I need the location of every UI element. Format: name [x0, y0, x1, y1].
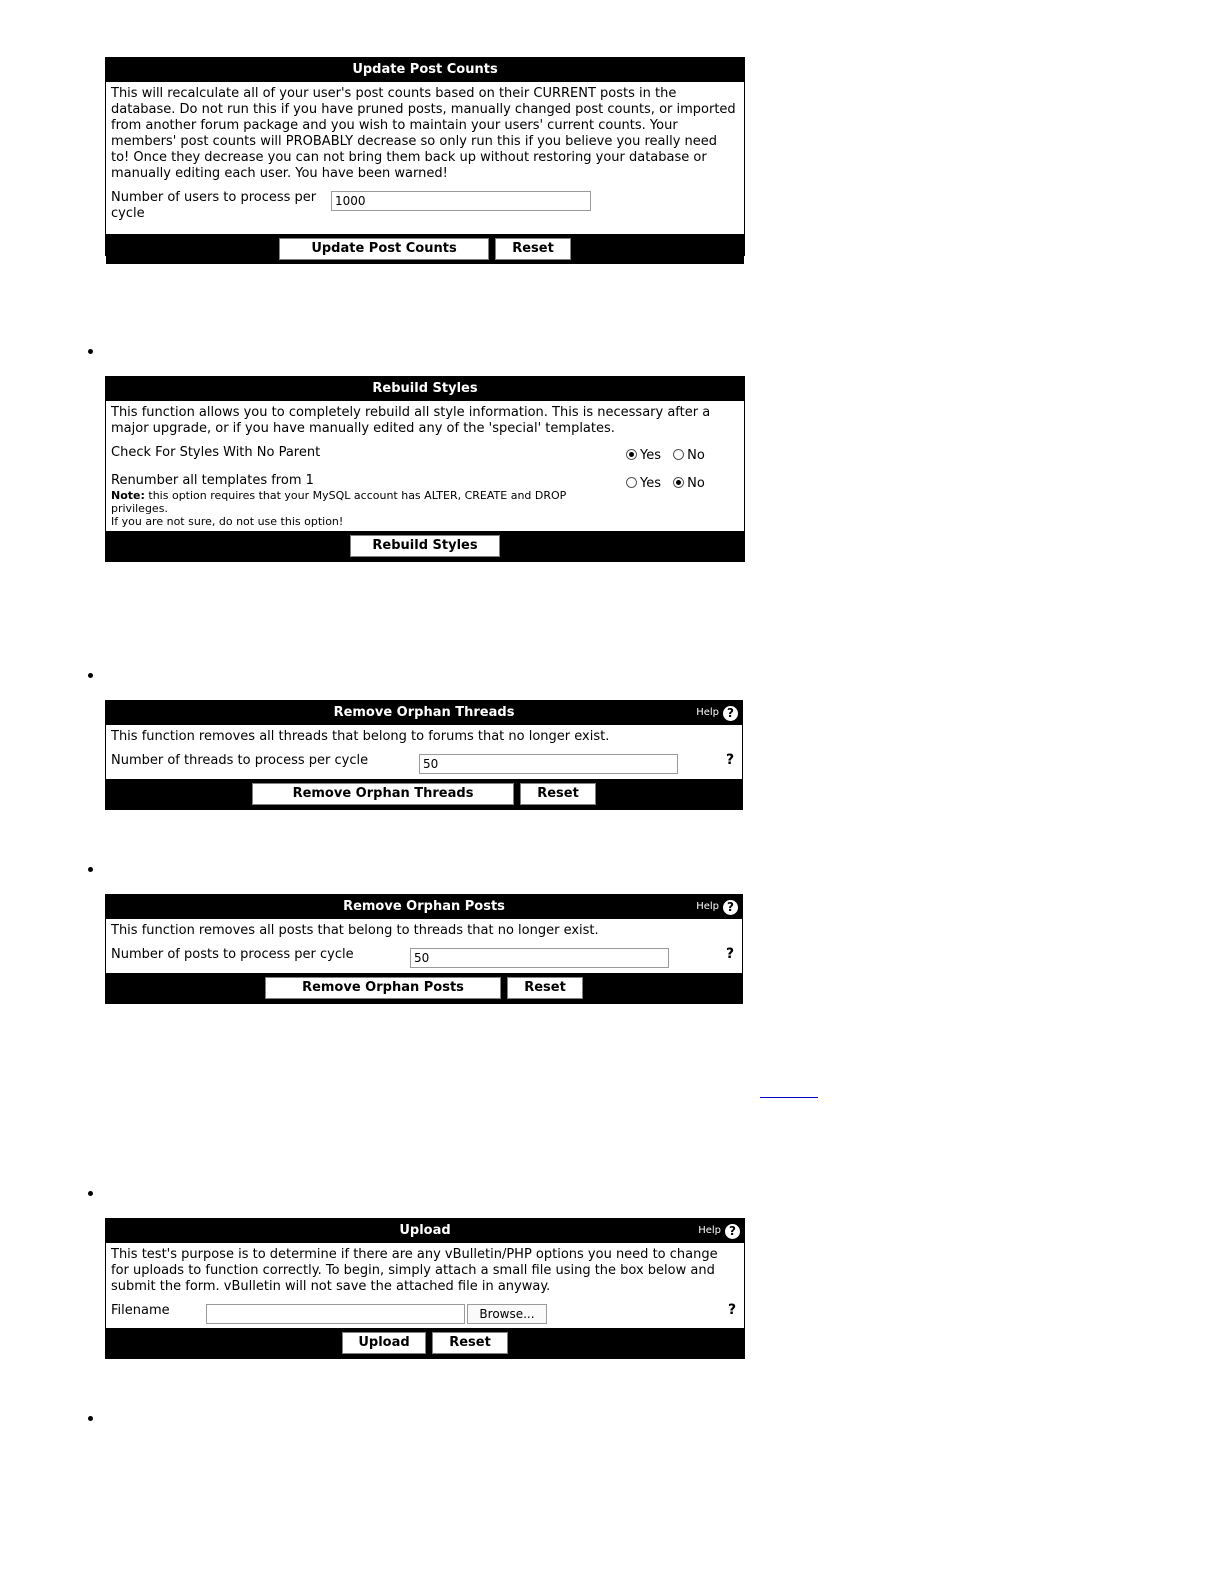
renumber-yes-label: Yes: [640, 476, 661, 491]
remove-orphan-threads-reset-button[interactable]: Reset: [520, 783, 596, 805]
threads-per-cycle-help-icon[interactable]: ?: [726, 752, 735, 768]
note-warning: If you are not sure, do not use this option!: [111, 515, 344, 528]
upload-description: This test's purpose is to determine if there are any vBulletin/PHP options you need to change for uploads to function correctly. To begin, simply attach a small file using the box below and submit the form. vBulletin will not save the attached file in anyway.: [111, 1247, 718, 1294]
threads-per-cycle-label: Number of threads to process per cycle: [111, 753, 369, 768]
filename-label: Filename: [111, 1303, 170, 1318]
upload-title: [106, 1219, 744, 1243]
note-text: this option requires that your MySQL account has ALTER, CREATE and DROP privileges.: [111, 489, 567, 515]
update-post-counts-title: Update Post Counts: [106, 58, 744, 82]
rebuild-styles-panel: [105, 376, 745, 562]
remove-orphan-threads-help[interactable]: [696, 701, 738, 725]
check-styles-yes-radio[interactable]: [626, 449, 637, 460]
threads-per-cycle-input[interactable]: 50: [419, 754, 678, 774]
remove-orphan-posts-panel: [105, 894, 743, 1004]
renumber-templates-note: [111, 489, 601, 528]
posts-per-cycle-help-icon[interactable]: ?: [726, 946, 735, 962]
rebuild-styles-button[interactable]: Rebuild Styles: [350, 535, 500, 557]
users-per-cycle-input[interactable]: 1000: [331, 191, 591, 211]
upload-reset-button[interactable]: Reset: [432, 1332, 508, 1354]
remove-orphan-threads-title: [106, 701, 742, 725]
remove-orphan-posts-title-text: Remove Orphan Posts: [343, 899, 505, 914]
upload-button[interactable]: Upload: [342, 1332, 426, 1354]
remove-orphan-posts-title: [106, 895, 742, 919]
rebuild-styles-title: Rebuild Styles: [106, 377, 744, 401]
filename-input[interactable]: [206, 1304, 465, 1324]
renumber-no-radio[interactable]: [673, 477, 684, 488]
check-styles-no-label: No: [687, 448, 705, 463]
renumber-templates-options: [626, 476, 705, 492]
list-bullet: [88, 349, 93, 354]
check-styles-yes-label: Yes: [640, 448, 661, 463]
remove-orphan-threads-footer: [106, 779, 742, 809]
help-label: Help: [698, 1225, 721, 1236]
users-per-cycle-label: Number of users to process per cycle: [111, 190, 317, 221]
upload-title-text: Upload: [399, 1223, 451, 1238]
update-post-counts-panel: [105, 57, 745, 256]
help-question-icon[interactable]: ?: [723, 706, 738, 721]
upload-help[interactable]: [698, 1219, 740, 1243]
help-question-icon[interactable]: ?: [725, 1224, 740, 1239]
remove-orphan-posts-reset-button[interactable]: Reset: [507, 977, 583, 999]
remove-orphan-posts-button[interactable]: Remove Orphan Posts: [265, 977, 501, 999]
update-post-counts-description: This will recalculate all of your user's post counts based on their CURRENT posts in the database. Do not run this if you have pruned posts, manually changed post counts, or imported from another forum package and you wish to maintain your users' current counts. Your members' post counts will PROBABLY decrease so only run this if you believe you really need to! Once they decrease you can not bring them back up without restoring your database or manually editing each user. You have been warned!: [111, 86, 736, 181]
upload-footer: [106, 1328, 744, 1358]
remove-orphan-posts-description: This function removes all posts that belong to threads that no longer exist.: [111, 923, 599, 938]
remove-orphan-threads-title-text: Remove Orphan Threads: [333, 705, 515, 720]
renumber-no-label: No: [687, 476, 705, 491]
rebuild-styles-description: This function allows you to completely rebuild all style information. This is necessary after a major upgrade, or if you have manually edited any of the 'special' templates.: [111, 405, 711, 436]
renumber-templates-label: Renumber all templates from 1: [111, 473, 314, 488]
help-label: Help: [696, 707, 719, 718]
posts-per-cycle-input[interactable]: 50: [410, 948, 669, 968]
check-styles-no-radio[interactable]: [673, 449, 684, 460]
remove-orphan-threads-description: This function removes all threads that belong to forums that no longer exist.: [111, 729, 610, 744]
list-bullet: [88, 867, 93, 872]
help-question-icon[interactable]: ?: [723, 900, 738, 915]
browse-button[interactable]: Browse...: [467, 1304, 547, 1324]
link-underline[interactable]: [760, 1097, 818, 1098]
update-post-counts-button[interactable]: Update Post Counts: [279, 238, 489, 260]
update-post-counts-footer: [106, 234, 744, 264]
list-bullet: [88, 1191, 93, 1196]
filename-help-icon[interactable]: ?: [728, 1302, 737, 1318]
note-label: Note:: [111, 489, 145, 502]
list-bullet: [88, 673, 93, 678]
check-styles-no-parent-options: [626, 448, 705, 464]
remove-orphan-posts-help[interactable]: [696, 895, 738, 919]
list-bullet: [88, 1416, 93, 1421]
update-post-counts-reset-button[interactable]: Reset: [495, 238, 571, 260]
renumber-yes-radio[interactable]: [626, 477, 637, 488]
remove-orphan-threads-panel: [105, 700, 743, 810]
posts-per-cycle-label: Number of posts to process per cycle: [111, 947, 354, 962]
help-label: Help: [696, 901, 719, 912]
remove-orphan-threads-button[interactable]: Remove Orphan Threads: [252, 783, 514, 805]
remove-orphan-posts-footer: [106, 973, 742, 1003]
rebuild-styles-footer: [106, 531, 744, 561]
upload-panel: [105, 1218, 745, 1359]
check-styles-no-parent-label: Check For Styles With No Parent: [111, 445, 321, 460]
